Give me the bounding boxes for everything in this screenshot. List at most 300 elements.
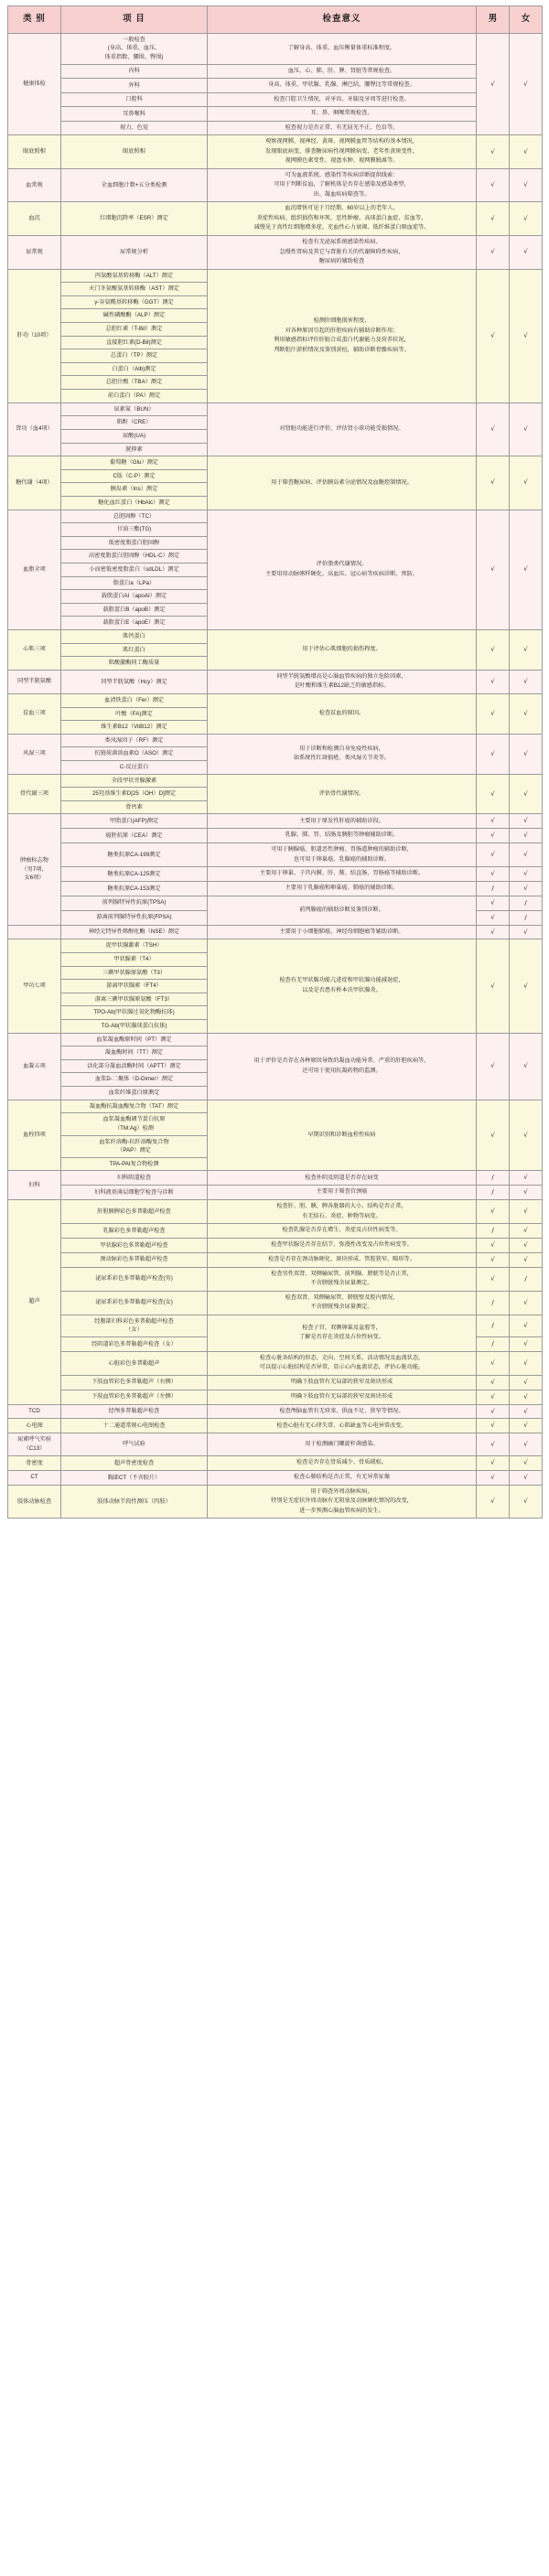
- row-male-mark: √: [477, 402, 510, 456]
- row-category: 风湿三项: [8, 734, 61, 774]
- table-row: [8, 1100, 543, 1113]
- row-item: 糖化血红蛋白（HbAlc）测定: [61, 496, 208, 510]
- row-item: 经腹部妇科彩色多普勒超声检查 （女）: [61, 1315, 208, 1336]
- row-item: 小而密低密度脂蛋白（sdLDL）测定: [61, 563, 208, 576]
- row-item: 天门冬氨酸氨基转移酶（AST）测定: [61, 283, 208, 296]
- row-male-mark: √: [477, 235, 510, 269]
- row-meaning: 对肾脏功能进行评价，评估肾小球功能受损情况。: [208, 402, 477, 456]
- row-male-mark: √: [477, 734, 510, 774]
- header-item: 项 目: [61, 6, 208, 34]
- row-item: 葡萄糖（Glu）测定: [61, 456, 208, 470]
- row-category: 糖代谢（4项）: [8, 456, 61, 510]
- table-row: [8, 1485, 543, 1519]
- row-female-mark: √: [510, 774, 543, 814]
- row-meaning: 了解身高、体重、血压衡量体重标准程度。: [208, 33, 477, 64]
- row-item: 尿酸(UA): [61, 429, 208, 443]
- row-item: 血浆纤维蛋白原测定: [61, 1087, 208, 1100]
- table-header: [8, 6, 543, 34]
- header-category: 类 别: [8, 6, 61, 34]
- row-female-mark: √: [510, 882, 543, 896]
- row-male-mark: √: [477, 867, 510, 882]
- row-item: 一般检查 (身高、体重、血压、 体重指数、腰围、臀围): [61, 33, 208, 64]
- row-meaning: 用于诊断和检测自身免疫性疾病， 如系统性红斑狼疮、类风湿关节炎等。: [208, 734, 477, 774]
- row-item: C-反应蛋白: [61, 760, 208, 774]
- row-male-mark: √: [477, 1485, 510, 1519]
- row-female-mark: √: [510, 630, 543, 671]
- row-female-mark: √: [510, 1456, 543, 1471]
- row-male-mark: /: [477, 1336, 510, 1351]
- table-row: [8, 1315, 543, 1336]
- row-item: 载脂蛋白B（apoB）测定: [61, 603, 208, 617]
- row-item: 直接胆红素(D-Bil)测定: [61, 336, 208, 349]
- row-item: 凝血酶时间（TT）测定: [61, 1046, 208, 1060]
- row-meaning: 检查贫血的原因。: [208, 693, 477, 734]
- row-meaning: 用于筛查外周动脉疾病， 特别是无症状外周动脉有无阻塞及动脉硬化情况的改变， 进一步预测心脑血管疾病的发生。: [208, 1485, 477, 1519]
- row-item: 血浆凝血酶原时间（PT）测定: [61, 1033, 208, 1046]
- row-female-mark: √: [510, 939, 543, 1033]
- row-item: TPA-PAI复合物检测: [61, 1157, 208, 1171]
- table-row: [8, 1456, 543, 1471]
- row-item: 碱性磷酸酶（ALP）测定: [61, 309, 208, 323]
- row-male-mark: √: [477, 1267, 510, 1291]
- row-item: 丙氨酸氨基转移酶（ALT）测定: [61, 269, 208, 283]
- row-item: 经颅多普勒超声检查: [61, 1404, 208, 1419]
- row-item: 经阴道彩色多普勒超声检查（女）: [61, 1336, 208, 1351]
- row-meaning: 检查颅脑血管有无痉挛、供血不足、狭窄等情况。: [208, 1404, 477, 1419]
- table-row: [8, 1200, 543, 1224]
- row-item: 血浆纤溶酶-抗纤溶酶复合物 （PAP）测定: [61, 1135, 208, 1157]
- row-category: 尿常规: [8, 235, 61, 269]
- row-category: TCD: [8, 1404, 61, 1419]
- row-meaning: 检查口腔卫生情况，对牙齿、牙龈及牙周等进行检查。: [208, 92, 477, 107]
- row-category: 贫血三项: [8, 693, 61, 734]
- row-meaning: 检查心肺结构是否正常，有无异常征像: [208, 1470, 477, 1485]
- row-item: C肽（C-P）测定: [61, 469, 208, 483]
- table-row: [8, 843, 543, 867]
- row-male-mark: √: [477, 168, 510, 202]
- row-category: 血栓四项: [8, 1100, 61, 1171]
- row-category: 骨密度: [8, 1456, 61, 1471]
- table-row: [8, 1186, 543, 1200]
- row-item: 口腔科: [61, 92, 208, 107]
- row-meaning: 检查甲状腺是否存在结节、弥漫性改变及占位性病变等。: [208, 1238, 477, 1252]
- row-category: CT: [8, 1470, 61, 1485]
- row-item: 肌红蛋白: [61, 643, 208, 657]
- table-row: [8, 1291, 543, 1315]
- row-meaning: 检测肝细胞损害程度， 对各种原因引起的肝胆疾病有辅助诊断作用； 利用敏感指标评价肝脏合成蛋白代谢能力及营养状况， 判断胆汁淤积情况及鉴别黄疸，辅助诊断骨骼疾病等。: [208, 269, 477, 402]
- row-meaning: 早期识别和诊断血栓性疾病: [208, 1100, 477, 1171]
- row-male-mark: /: [477, 1171, 510, 1186]
- row-item: 游离三碘甲状腺原氨酸（FT3）: [61, 993, 208, 1006]
- row-category: 肿瘤标志物 （男7项、 女6项）: [8, 814, 61, 925]
- row-male-mark: /: [477, 1224, 510, 1239]
- row-female-mark: √: [510, 1224, 543, 1239]
- row-meaning: 主要用于筛查宫颈癌: [208, 1186, 477, 1200]
- row-item: 胸部CT（不含胶片）: [61, 1470, 208, 1485]
- row-male-mark: √: [477, 202, 510, 236]
- row-male-mark: /: [477, 1315, 510, 1336]
- row-category: 眼底照相: [8, 135, 61, 169]
- row-item: 红细胞沉降率（ESR）测定: [61, 202, 208, 236]
- row-item: 脂蛋白a（LPa）: [61, 576, 208, 590]
- row-category: 心电图: [8, 1419, 61, 1433]
- row-meaning: 明确下肢血管有无局部的狭窄及斑块形成: [208, 1390, 477, 1404]
- row-category: 血凝五项: [8, 1033, 61, 1100]
- row-item: 妇科液基薄层细胞学检查与诊断: [61, 1186, 208, 1200]
- row-item: 总胆固醇（TC）: [61, 510, 208, 523]
- row-female-mark: √: [510, 1291, 543, 1315]
- row-item: 同型半胱氨酸（Hcy）测定: [61, 670, 208, 693]
- row-item: 低密度脂蛋白胆固醇: [61, 536, 208, 550]
- row-female-mark: √: [510, 1390, 543, 1404]
- table-row: [8, 896, 543, 910]
- row-item: 全血细胞计数+五分类检测: [61, 168, 208, 202]
- row-item: 类风湿因子（RF）测定: [61, 734, 208, 747]
- table-row: [8, 1470, 543, 1485]
- row-female-mark: √: [510, 925, 543, 939]
- row-item: 胱抑素: [61, 443, 208, 456]
- row-male-mark: /: [477, 1291, 510, 1315]
- row-meaning: 检查是否存在骨质减少、骨质疏松。: [208, 1456, 477, 1471]
- row-category: 血沉: [8, 202, 61, 236]
- row-female-mark: √: [510, 1171, 543, 1186]
- row-female-mark: /: [510, 910, 543, 925]
- row-male-mark: √: [477, 1390, 510, 1404]
- row-male-mark: /: [477, 882, 510, 896]
- row-item: 肌酸激酶同工酶质量: [61, 657, 208, 671]
- table-row: [8, 1033, 543, 1046]
- row-meaning: 身高、体重、甲状腺、乳腺、淋巴结、腰臀比等常规检查。: [208, 79, 477, 93]
- row-item: 骨钙素: [61, 800, 208, 814]
- row-female-mark: √: [510, 168, 543, 202]
- row-item: 泌尿系彩色多普勒超声检查(男): [61, 1267, 208, 1291]
- row-male-mark: √: [477, 1200, 510, 1224]
- table-row: [8, 774, 543, 788]
- row-meaning: 检查乳腺是否存在增生、炎症及占位性病变等。: [208, 1224, 477, 1239]
- row-item: 超声骨密度检查: [61, 1456, 208, 1471]
- table-row: [8, 456, 543, 470]
- row-item: 肌钙蛋白: [61, 630, 208, 644]
- row-meaning: 主要用于小细胞肺癌，神经母细胞瘤等辅助诊断。: [208, 925, 477, 939]
- row-male-mark: √: [477, 670, 510, 693]
- row-female-mark: √: [510, 1485, 543, 1519]
- row-male-mark: √: [477, 1100, 510, 1171]
- row-item: 肢体动脉节段性测压（四肢）: [61, 1485, 208, 1519]
- row-item: 甲胎蛋白(AFP)测定: [61, 814, 208, 829]
- row-item: TPO-Ab(甲状腺过氧化物酶抗体): [61, 1006, 208, 1020]
- row-meaning: 耳、鼻、咽喉常规检查。: [208, 107, 477, 122]
- row-item: 叶酸（FA)测定: [61, 707, 208, 721]
- row-category: 超声: [8, 1200, 61, 1405]
- row-female-mark: √: [510, 693, 543, 734]
- row-female-mark: √: [510, 1315, 543, 1336]
- row-female-mark: √: [510, 1033, 543, 1100]
- row-male-mark: √: [477, 910, 510, 925]
- header-female: 女: [510, 6, 543, 34]
- row-female-mark: √: [510, 670, 543, 693]
- row-meaning: 血压、心、肺、肝、脾、肾脏等常规检查。: [208, 64, 477, 79]
- row-item: 载脂蛋白AI（apoAI）测定: [61, 590, 208, 604]
- row-item: 视力、色觉: [61, 121, 208, 135]
- row-male-mark: √: [477, 925, 510, 939]
- row-female-mark: √: [510, 1238, 543, 1252]
- row-item: 三碘甲状腺原氨酸（T3）: [61, 966, 208, 980]
- table-row: [8, 1433, 543, 1456]
- row-item: γ-谷氨酰基转移酶（GGT）测定: [61, 295, 208, 309]
- row-meaning: 检查心脏有无心律失常、心肌缺血等心电异常改变。: [208, 1419, 477, 1433]
- row-item: 下肢血管彩色多普勒超声（左侧）: [61, 1390, 208, 1404]
- table-row: [8, 107, 543, 122]
- row-meaning: 明确下肢血管有无局部的狭窄及斑块形成: [208, 1375, 477, 1390]
- row-female-mark: √: [510, 829, 543, 843]
- table-row: [8, 925, 543, 939]
- row-item: 内科: [61, 64, 208, 79]
- row-male-mark: √: [477, 1419, 510, 1433]
- row-female-mark: √: [510, 1186, 543, 1200]
- row-male-mark: √: [477, 269, 510, 402]
- row-male-mark: √: [477, 1375, 510, 1390]
- row-female-mark: √: [510, 402, 543, 456]
- row-item: 泌尿系彩色多普勒超声检查(女): [61, 1291, 208, 1315]
- row-item: 心脏彩色多普勒超声: [61, 1351, 208, 1375]
- row-category: 肢体动脉检查: [8, 1485, 61, 1519]
- row-meaning: 乳腺、肺、胃、结肠及胰胆等肿瘤辅助诊断。: [208, 829, 477, 843]
- row-meaning: 检查男性双肾、双侧输尿管、前列腺、膀胱等是否正常， 不含膀胱残余尿量测定。: [208, 1267, 477, 1291]
- row-item: 凝血酶抗凝血酶复合物（TAT）测定: [61, 1100, 208, 1113]
- row-female-mark: √: [510, 135, 543, 169]
- row-item: 甲状腺彩色多普勒超声检查: [61, 1238, 208, 1252]
- row-item: 耳鼻喉科: [61, 107, 208, 122]
- table-row: [8, 1375, 543, 1390]
- row-item: 甘油三酯(TG): [61, 523, 208, 537]
- row-item: 活化部分凝血活酶时间（APTT）测定: [61, 1059, 208, 1073]
- table-row: [8, 202, 543, 236]
- table-row: [8, 135, 543, 169]
- row-male-mark: √: [477, 630, 510, 671]
- row-female-mark: √: [510, 1252, 543, 1267]
- row-female-mark: √: [510, 1470, 543, 1485]
- table-row: [8, 1404, 543, 1419]
- row-item: 血清铁蛋白（Fer）测定: [61, 693, 208, 707]
- row-item: 糖类抗原CA-199测定: [61, 843, 208, 867]
- row-female-mark: √: [510, 1200, 543, 1224]
- table-row: [8, 121, 543, 135]
- row-female-mark: √: [510, 734, 543, 774]
- row-category: 肝功（10项）: [8, 269, 61, 402]
- row-female-mark: √: [510, 867, 543, 882]
- row-item: 尿常规分析: [61, 235, 208, 269]
- row-item: 前列腺特异性抗原(TPSA): [61, 896, 208, 910]
- row-item: 载脂蛋白E（apoE）测定: [61, 617, 208, 630]
- row-item: 胰岛素（Ins）测定: [61, 483, 208, 497]
- row-meaning: 评估骨代谢情况。: [208, 774, 477, 814]
- row-meaning: 主要用于原发性肝癌的辅助诊段。: [208, 814, 477, 829]
- row-female-mark: √: [510, 1100, 543, 1171]
- row-male-mark: √: [477, 33, 510, 134]
- row-item: 促甲状腺激素（TSH）: [61, 939, 208, 953]
- table-row: [8, 1267, 543, 1291]
- row-item: 全段甲状旁腺激素: [61, 774, 208, 788]
- row-item: 抗链球菌溶血素O（ASO）测定: [61, 747, 208, 761]
- table-row: [8, 1224, 543, 1239]
- row-category: 血脂全项: [8, 510, 61, 629]
- row-female-mark: √: [510, 814, 543, 829]
- header-row: [8, 6, 543, 34]
- row-male-mark: √: [477, 896, 510, 910]
- row-female-mark: √: [510, 1336, 543, 1351]
- row-item: 外科: [61, 79, 208, 93]
- row-category: 心肌三项: [8, 630, 61, 671]
- row-category: 血常规: [8, 168, 61, 202]
- table-row: [8, 1171, 543, 1186]
- row-item: 下肢血管彩色多普勒超声（右侧）: [61, 1375, 208, 1390]
- row-meaning: 用于评估心肌细胞的损伤程度。: [208, 630, 477, 671]
- row-male-mark: √: [477, 829, 510, 843]
- row-meaning: 检查肝、胆、胰、脾各脏器的大小、结构是否正常， 有无结石、炎症、肿物等病变。: [208, 1200, 477, 1224]
- row-meaning: 检查有无甲状腺功能亢进症和甲状腺功能减退症， 以及是否患有桥本氏甲状腺炎。: [208, 939, 477, 1033]
- row-meaning: 可用于胰腺癌、胆道恶性肿瘤、胃肠道肿瘤的辅助诊断， 也可用于卵巢癌、乳腺癌的辅助诊断。: [208, 843, 477, 867]
- table-row: [8, 670, 543, 693]
- row-male-mark: √: [477, 456, 510, 510]
- row-male-mark: √: [477, 1470, 510, 1485]
- row-male-mark: √: [477, 693, 510, 734]
- header-meaning: 检查意义: [208, 6, 477, 34]
- table-row: [8, 510, 543, 523]
- row-item: 尿素氮（BUN）: [61, 402, 208, 416]
- row-male-mark: √: [477, 1238, 510, 1252]
- row-female-mark: /: [510, 1267, 543, 1291]
- row-item: 乳腺彩色多普勒超声检查: [61, 1224, 208, 1239]
- row-item: 糖类抗原CA-153测定: [61, 882, 208, 896]
- row-female-mark: √: [510, 456, 543, 510]
- row-category: 肾功（血4项）: [8, 402, 61, 456]
- table-row: [8, 734, 543, 747]
- row-item: 糖类抗原CA-125测定: [61, 867, 208, 882]
- row-item: 眼底照相: [61, 135, 208, 169]
- row-female-mark: √: [510, 269, 543, 402]
- row-male-mark: √: [477, 1433, 510, 1456]
- row-category: 甲功七项: [8, 939, 61, 1033]
- row-meaning: 可为血液系统、感染性等疾病诊断提供线索： 可用于判断贫血，了解机体是否存在感染及感染类型， 出、凝血疾病筛查等。: [208, 168, 477, 202]
- row-female-mark: √: [510, 1404, 543, 1419]
- table-row: [8, 1419, 543, 1433]
- table-row: [8, 1238, 543, 1252]
- header-male: 男: [477, 6, 510, 34]
- table-row: [8, 693, 543, 707]
- table-row: [8, 1390, 543, 1404]
- row-meaning: 观察视网膜、视神经、黄斑、视网膜血管等结构的基本情况， 发现眼底病变，排查糖尿病性视网膜病变、老年性黄斑变性、 视网膜色素变性、视盘水肿、视网膜脱离等。: [208, 135, 477, 169]
- row-item: 癌胚抗原（CEA）测定: [61, 829, 208, 843]
- row-item: 高密度脂蛋白胆固醇（HDL-C）测定: [61, 550, 208, 564]
- table-row: [8, 814, 543, 829]
- table-row: [8, 1351, 543, 1375]
- row-item: 游离甲状腺素（FT4）: [61, 980, 208, 993]
- row-female-mark: √: [510, 1433, 543, 1456]
- row-female-mark: √: [510, 235, 543, 269]
- table-row: [8, 92, 543, 107]
- medical-exam-table: [7, 5, 543, 1519]
- row-male-mark: √: [477, 510, 510, 629]
- row-female-mark: √: [510, 1419, 543, 1433]
- row-male-mark: √: [477, 939, 510, 1033]
- row-male-mark: /: [477, 1186, 510, 1200]
- row-male-mark: √: [477, 843, 510, 867]
- row-meaning: 评价脂类代谢情况。 主要用用动脉粥样硬化、高血压、冠心病等疾病诊断、预防。: [208, 510, 477, 629]
- table-row: [8, 867, 543, 882]
- row-female-mark: √: [510, 843, 543, 867]
- row-item: 甲状腺素（T4）: [61, 952, 208, 966]
- row-item: 肝胆胰脾彩色多普勒超声检查: [61, 1200, 208, 1224]
- row-female-mark: √: [510, 33, 543, 134]
- row-meaning: 检查子宫、双侧卵巢及盆腔等， 了解是否存在炎症及占位性病变。: [208, 1315, 477, 1351]
- row-item: 妇科阴道检查: [61, 1171, 208, 1186]
- row-item: 总胆汁酸（TBA）测定: [61, 376, 208, 390]
- row-meaning: 检查视力是否正常，有无屈光不正、色盲等。: [208, 121, 477, 135]
- row-female-mark: /: [510, 896, 543, 910]
- row-female-mark: √: [510, 202, 543, 236]
- row-category: 健康体检: [8, 33, 61, 134]
- row-item: 25羟基维生素D[25（OH）D]测定: [61, 788, 208, 801]
- row-meaning: 同型半胱氨酸增高是心脑血管疾病的独立危险因素， 是叶酸和维生素B12缺乏的敏感指标。: [208, 670, 477, 693]
- row-male-mark: √: [477, 1033, 510, 1100]
- row-meaning: 检查心脏各结构的形态、走向、空间关系，活动情况及血流状态， 可以提示心脏结构是否异常，显示心内血流状态，评估心脏功能。: [208, 1351, 477, 1375]
- row-item: 总蛋白（TP）测定: [61, 349, 208, 363]
- table-row: [8, 33, 543, 64]
- row-male-mark: √: [477, 774, 510, 814]
- row-meaning: 用于筛查糖尿病、评估胰岛素分泌情况及血糖控制情况。: [208, 456, 477, 510]
- row-female-mark: √: [510, 1375, 543, 1390]
- table-row: [8, 1252, 543, 1267]
- row-item: 游离前列腺特异性抗原(FPSA): [61, 910, 208, 925]
- table-row: [8, 402, 543, 416]
- row-item: 前白蛋白（PA）测定: [61, 390, 208, 403]
- row-item: 十二通道常规心电图检查: [61, 1419, 208, 1433]
- row-item: 血浆凝血酶调节蛋白抗原 （TM:Ag）检测: [61, 1113, 208, 1135]
- row-category: 妇科: [8, 1171, 61, 1200]
- row-male-mark: √: [477, 814, 510, 829]
- row-meaning: 检查是否存在颈动脉硬化、斑块形成、管腔狭窄、畸形等。: [208, 1252, 477, 1267]
- row-category: 尿素呼气实验 （C13）: [8, 1433, 61, 1456]
- table-row: [8, 630, 543, 644]
- row-male-mark: √: [477, 1252, 510, 1267]
- row-male-mark: √: [477, 1404, 510, 1419]
- table-row: [8, 829, 543, 843]
- row-category: 同型半胱氨酸: [8, 670, 61, 693]
- row-item: 维生素B12（VitB12）测定: [61, 721, 208, 735]
- row-meaning: 前列腺癌的辅助诊断及鉴别诊断。: [208, 896, 477, 925]
- row-meaning: 用于检测幽门螺旋杆菌感染。: [208, 1433, 477, 1456]
- row-male-mark: √: [477, 135, 510, 169]
- row-category: 骨代谢三项: [8, 774, 61, 814]
- table-row: [8, 235, 543, 269]
- row-male-mark: √: [477, 1456, 510, 1471]
- row-item: 血浆D-二聚体（D-Dimer）测定: [61, 1073, 208, 1087]
- row-item: 总胆红素（T-Bil）测定: [61, 323, 208, 337]
- row-item: 呼气试验: [61, 1433, 208, 1456]
- table-row: [8, 939, 543, 953]
- row-meaning: 检查双肾、双侧输尿管、膀胱壁及腔内情况， 不含膀胱残余尿量测定。: [208, 1291, 477, 1315]
- row-item: TG-Ab(甲状腺球蛋白抗体): [61, 1020, 208, 1034]
- row-meaning: 检查有无泌尿系统感染性疾病、 急慢性肾病及其它与肾脏有关的代谢障碍性疾病， 糖尿病的辅助检查: [208, 235, 477, 269]
- row-meaning: 主要用于卵巢、子宫内膜、肝、肺、结直肠、胃肠癌等辅助诊断。: [208, 867, 477, 882]
- row-item: 颈动脉彩色多普勒超声检查: [61, 1252, 208, 1267]
- table-row: [8, 882, 543, 896]
- row-meaning: 血沉增快可见于月经期、60岁以上的老年人、 炎症性疾病、组织损伤和坏死、恶性肿瘤、高球蛋白血症、贫血等， 减慢见于真性红细胞增多症、充血性心力衰竭、低纤维蛋白原血症等。: [208, 202, 477, 236]
- row-meaning: 用于评价是否存在各种原因导致的凝血功能异常、严重的肝胆疾病等， 还可用于使用抗凝药物的监测。: [208, 1033, 477, 1100]
- row-item: 肌酐（CRE）: [61, 416, 208, 430]
- row-item: 白蛋白（Alb)测定: [61, 362, 208, 376]
- row-meaning: 检查外阴及阴道是否存在病变: [208, 1171, 477, 1186]
